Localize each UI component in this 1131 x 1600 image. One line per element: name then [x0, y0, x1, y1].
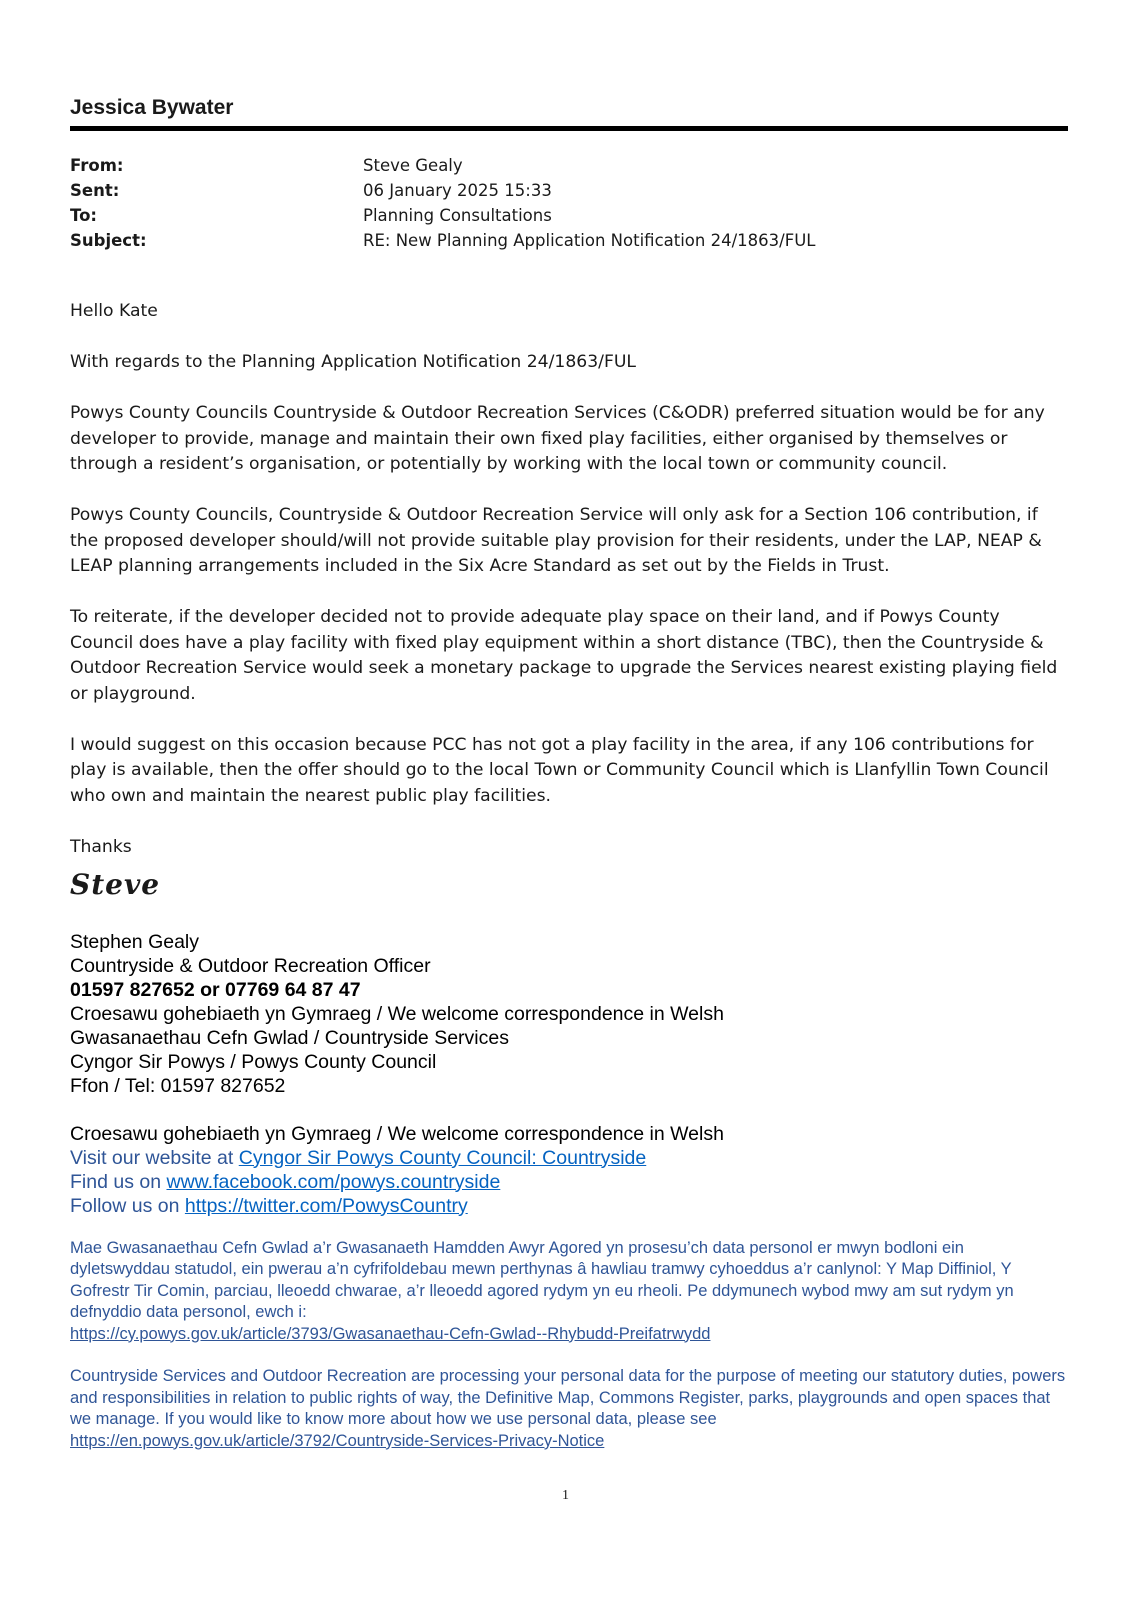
mailbox-owner-name: Jessica Bywater [70, 96, 234, 119]
signature-welsh-line: Croesawu gohebiaeth yn Gymraeg / We welcome correspondence in Welsh [70, 1002, 724, 1025]
privacy-english-link[interactable]: https://en.powys.gov.uk/article/3792/Countryside-Services-Privacy-Notice [70, 1431, 605, 1450]
signature-tel: Ffon / Tel: 01597 827652 [70, 1074, 286, 1097]
to-row [70, 203, 1068, 228]
privacy-welsh-text: Mae Gwasanaethau Cefn Gwlad a’r Gwasanaeth Hamdden Awyr Agored yn prosesu’ch data personol er mwyn bodloni ein dyletswyddau statudol, ein pwerau a’n cyfrifoldebau mewn perthynas â hawliau tramwy cyhoeddus a’r canlynol: Y Map Diffiniol, Y Gofrestr Tir Comin, parciau, lleoedd chwarae, a’r lleoedd agored rydym yn eu rheoli. Pe ddymunech wybod mwy am sut rydym yn defnyddio data personol, ewch i: [70, 1238, 1014, 1321]
from-label: From: [70, 156, 124, 175]
subject-value: RE: New Planning Application Notification 24/1863/FUL [363, 231, 816, 250]
signature-phones: 01597 827652 or 07769 64 87 47 [70, 978, 361, 1001]
to-label: To: [70, 206, 97, 225]
facebook-link[interactable]: www.facebook.com/powys.countryside [166, 1170, 501, 1193]
body-paragraph: Powys County Councils, Countryside & Outdoor Recreation Service will only ask for a Section 106 contribution, if the proposed developer should/will not provide suitable play provision for their residents, under the LAP, NEAP & LEAP planning arrangements included in the Six Acre Standard as set out by the Fields in Trust. [70, 505, 1042, 576]
signature-name: Stephen Gealy [70, 930, 200, 953]
sent-value: 06 January 2025 15:33 [363, 181, 552, 200]
website-prefix: Visit our website at [70, 1146, 239, 1169]
privacy-english-text: Countryside Services and Outdoor Recreation are processing your personal data for the purpose of meeting our statutory duties, powers and responsibilities in relation to public rights of way, the Definitive Map, Commons Register, parks, playgrounds and open spaces that we manage. If you would like to know more about how we use personal data, please see [70, 1367, 1066, 1428]
body-paragraph: Powys County Councils Countryside & Outdoor Recreation Services (C&ODR) preferred situation would be for any developer to provide, manage and maintain their own fixed play facilities, either organised by themselves or through a resident’s organisation, or potentially by working with the local town or community council. [70, 403, 1045, 474]
email-printout [70, 96, 1068, 1473]
to-value: Planning Consultations [363, 206, 552, 225]
from-row [70, 153, 1068, 178]
facebook-line [70, 1170, 1068, 1194]
signature-block [70, 930, 1068, 1218]
from-value: Steve Gealy [363, 156, 463, 175]
privacy-welsh [70, 1238, 1068, 1346]
header-divider [70, 126, 1068, 131]
subject-row [70, 228, 1068, 253]
email-body [70, 299, 1068, 860]
signoff: Thanks [70, 836, 132, 857]
privacy-english [70, 1366, 1068, 1452]
sent-label: Sent: [70, 181, 120, 200]
greeting: Hello Kate [70, 301, 158, 321]
handwritten-signature: Steve [70, 867, 161, 901]
email-header-block [70, 153, 1068, 253]
signature-welsh-line-2: Croesawu gohebiaeth yn Gymraeg / We welcome correspondence in Welsh [70, 1122, 724, 1145]
signature-council: Cyngor Sir Powys / Powys County Council [70, 1050, 437, 1073]
privacy-welsh-link[interactable]: https://cy.powys.gov.uk/article/3793/Gwasanaethau-Cefn-Gwlad--Rhybudd-Preifatrwydd [70, 1324, 711, 1343]
page-number: 1 [562, 1488, 569, 1503]
twitter-prefix: Follow us on [70, 1194, 185, 1217]
signature-service: Gwasanaethau Cefn Gwlad / Countryside Services [70, 1026, 509, 1049]
body-paragraph: To reiterate, if the developer decided not to provide adequate play space on their land, and if Powys County Council does have a play facility with fixed play equipment within a short distance (TBC), then the Countryside & Outdoor Recreation Service would seek a monetary package to upgrade the Services nearest existing playing field or playground. [70, 607, 1058, 704]
signature-title: Countryside & Outdoor Recreation Officer [70, 954, 431, 977]
body-paragraph: With regards to the Planning Application Notification 24/1863/FUL [70, 352, 636, 372]
sent-row [70, 178, 1068, 203]
signature-spacer [70, 1098, 1068, 1122]
subject-label: Subject: [70, 231, 147, 250]
privacy-notice [70, 1238, 1068, 1453]
body-paragraph: I would suggest on this occasion because PCC has not got a play facility in the area, if any 106 contributions for play is available, then the offer should go to the local Town or Community Council which is Llanfyllin Town Council who own and maintain the nearest public play facilities. [70, 734, 1049, 806]
website-line [70, 1146, 1068, 1170]
twitter-line [70, 1194, 1068, 1218]
website-link[interactable]: Cyngor Sir Powys County Council: Countryside [238, 1146, 647, 1169]
facebook-prefix: Find us on [70, 1170, 167, 1193]
twitter-link[interactable]: https://twitter.com/PowysCountry [184, 1194, 468, 1217]
